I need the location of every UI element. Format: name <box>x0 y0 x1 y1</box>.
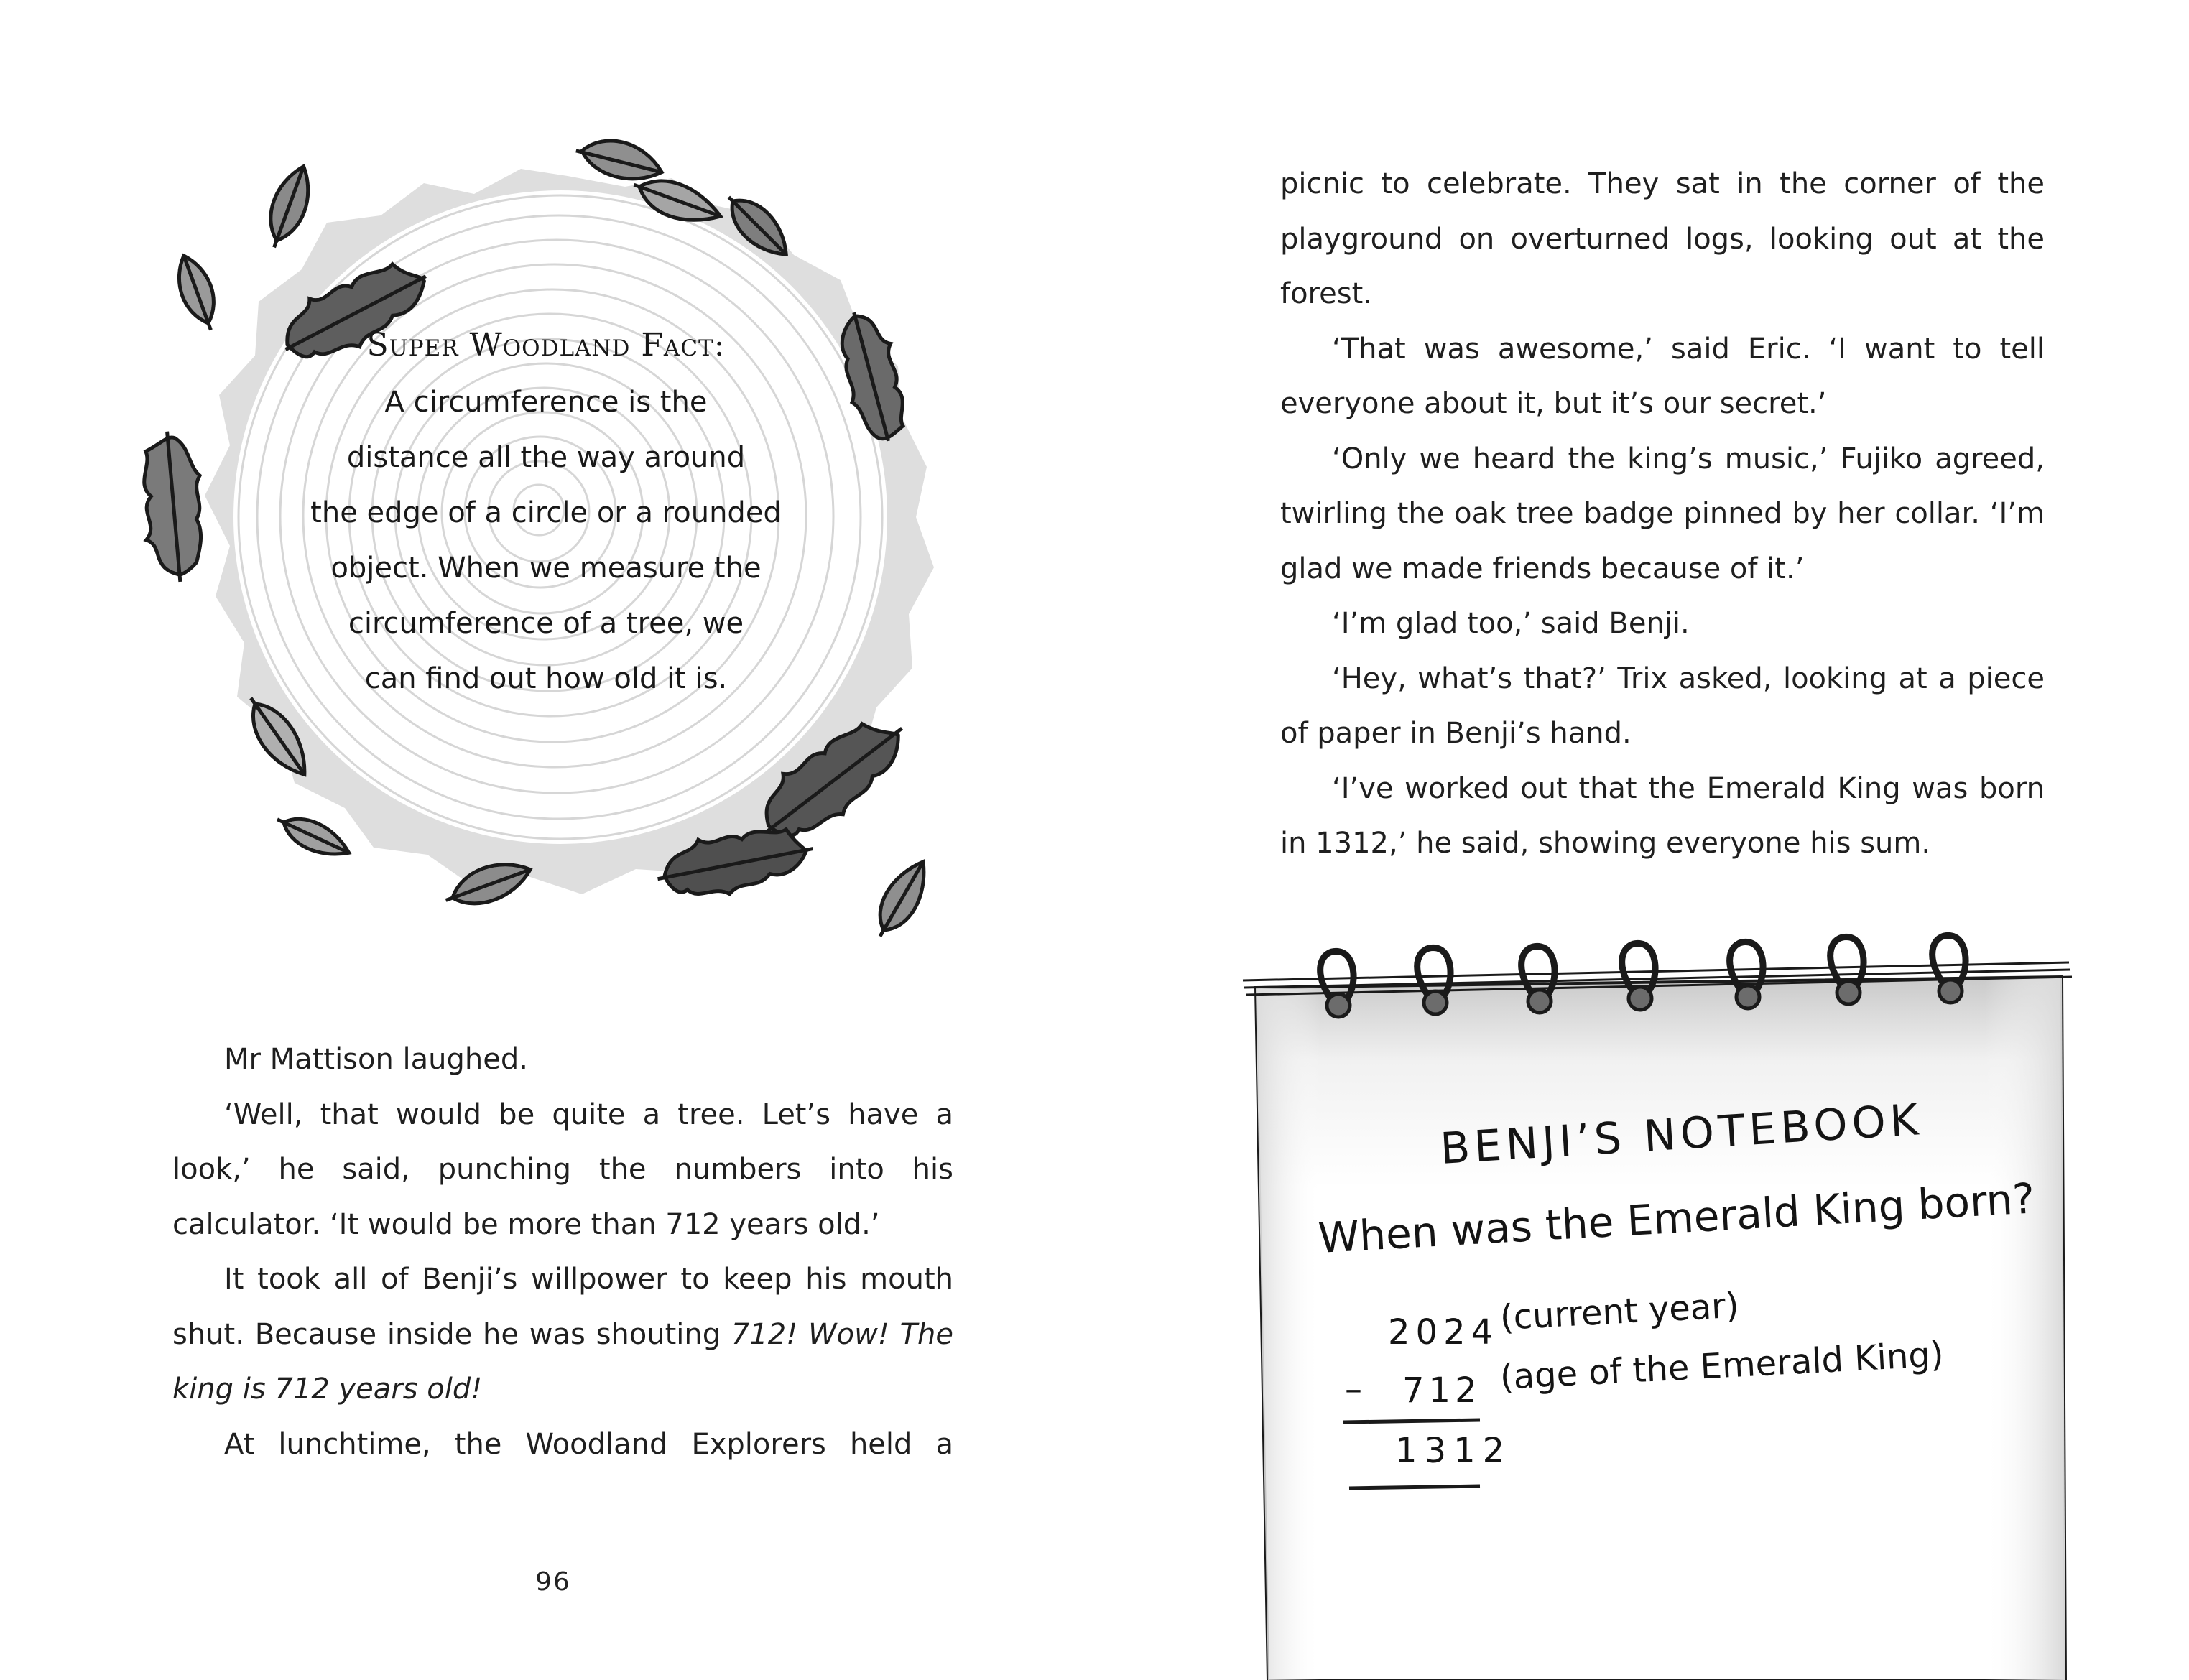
leaf-icon <box>259 161 318 253</box>
italic-thought: 712! Wow! The king is 712 years old! <box>172 1317 953 1406</box>
fact-line: can find out how old it is. <box>364 662 728 695</box>
sum-note-current-year: (current year) <box>1499 1285 1740 1338</box>
paragraph <box>172 1252 953 1417</box>
paragraph: picnic to celebrate. They sat in the corner of the playground on overturned logs, looking out at the forest. <box>1280 167 2045 310</box>
paragraph: ‘Only we heard the king’s music,’ Fujiko agreed, twirling the oak tree badge pinned by her collar. ‘I’m glad we made friends because of it.’ <box>1280 442 2045 585</box>
sum-value-current-year: 2024 <box>1388 1312 1499 1352</box>
leaf-icon <box>272 807 355 865</box>
spiral-ring-icon <box>1933 935 1966 1003</box>
sum-underline <box>1343 1420 1480 1422</box>
leaf-icon <box>572 131 666 188</box>
right-page-text <box>1280 157 2045 871</box>
paragraph-text: It took all of Benji’s willpower to keep his mouth shut. Because inside he was shouting <box>172 1263 953 1351</box>
sum-double-underline <box>1349 1486 1480 1488</box>
paragraph: ‘I’m glad too,’ said Benji. <box>1332 607 1690 640</box>
leaf-icon <box>170 251 225 335</box>
fact-line: the edge of a circle or a rounded <box>310 496 782 529</box>
fact-line: object. When we measure the <box>330 552 762 585</box>
page-number: 96 <box>535 1567 571 1597</box>
fact-line: distance all the way around <box>346 441 746 474</box>
super-woodland-fact <box>287 327 805 707</box>
benjis-notebook <box>1236 919 2083 1680</box>
paragraph: At lunchtime, the Woodland Explorers held a <box>224 1427 953 1461</box>
notebook-title: BENJI’S NOTEBOOK <box>1438 1095 1925 1174</box>
sum-value-age: 712 <box>1402 1370 1481 1411</box>
left-page-text <box>172 1032 953 1472</box>
leaf-icon <box>866 853 938 941</box>
sum-result: 1312 <box>1395 1431 1512 1471</box>
paragraph: Mr Mattison laughed. <box>224 1043 528 1076</box>
paragraph: ‘That was awesome,’ said Eric. ‘I want to tell everyone about it, but it’s our secret.’ <box>1280 332 2045 420</box>
spiral-ring-icon <box>1831 937 1864 1004</box>
minus-sign: – <box>1345 1369 1362 1409</box>
notebook-question: When was the Emerald King born? <box>1317 1174 2037 1263</box>
paragraph: ‘Hey, what’s that?’ Trix asked, looking at a piece of paper in Benji’s hand. <box>1280 662 2045 750</box>
fact-line: circumference of a tree, we <box>348 607 744 640</box>
oak-leaf-icon <box>137 429 209 584</box>
left-page <box>0 0 1094 1680</box>
fact-line: A circumference is the <box>384 386 708 419</box>
paragraph: ‘I’ve worked out that the Emerald King was born in 1312,’ he said, showing everyone his sum. <box>1280 771 2045 860</box>
sum-note-age: (age of the Emerald King) <box>1499 1334 1945 1398</box>
paragraph: ‘Well, that would be quite a tree. Let’s have a look,’ he said, punching the numbers into his calculator. ‘It would be more than 712 years old.’ <box>172 1097 953 1241</box>
fact-title: Super Woodland Fact: <box>366 327 726 363</box>
